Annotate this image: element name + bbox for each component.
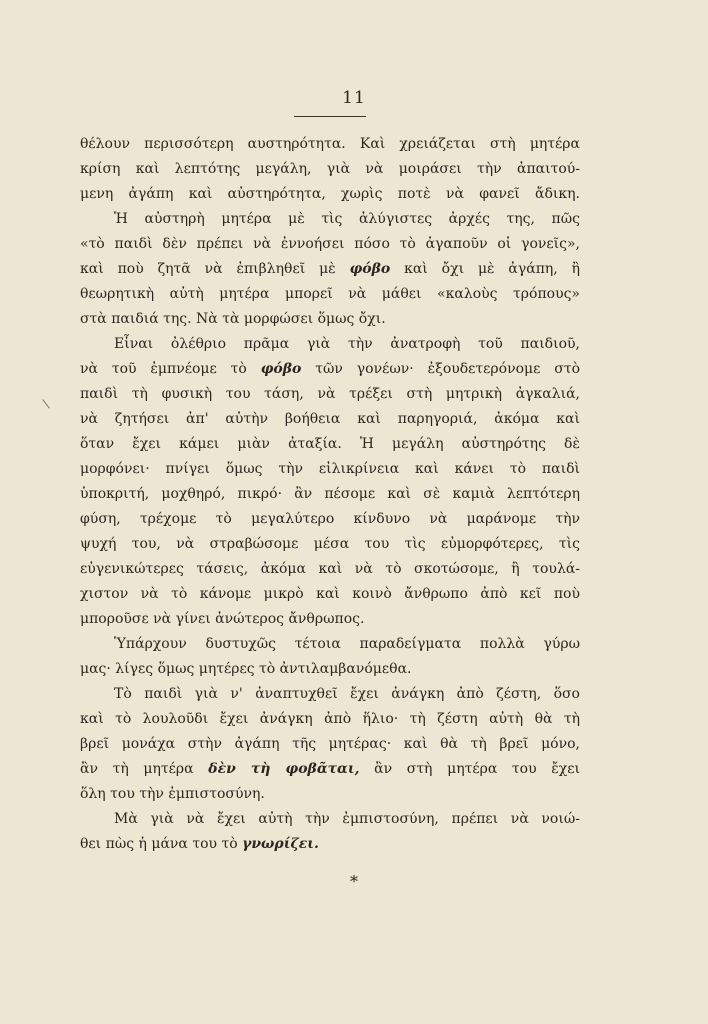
text-line: Εἶναι ὀλέθριο πρᾶμα γιὰ τὴν ἀνατροφὴ τοῦ παιδιοῦ,: [114, 336, 580, 352]
text-line: «τὸ παιδὶ δὲν πρέπει νὰ ἐννοήσει πόσο τὸ ἀγαποῦν οἱ γονεῖς»,: [80, 236, 580, 252]
page-number-rule: [294, 116, 366, 117]
text-line: εὐγενικώτερες τάσεις, ἀκόμα καὶ νὰ τὸ σκοτώσομε, ἢ τουλά-: [80, 561, 580, 577]
text-line: μας· λίγες ὅμως μητέρες τὸ ἀντιλαμβανόμεθα.: [80, 661, 412, 677]
text-run: καὶ ποὺ ζητᾶ νὰ ἐπιβληθεῖ μὲ: [80, 261, 350, 277]
text-line: [80, 757, 580, 782]
section-ornament: *: [350, 872, 358, 891]
emphasis-text: φόβο: [260, 361, 302, 377]
text-run: καὶ ὄχι μὲ ἀγάπη, ἢ: [390, 261, 580, 277]
emphasis-text: γνωρίζει.: [242, 836, 319, 852]
text-line: καὶ τὸ λουλοῦδι ἔχει ἀνάγκη ἀπὸ ἥλιο· τὴ ζέστη αὐτὴ θὰ τὴ: [80, 711, 580, 727]
emphasis-text: φόβο: [349, 261, 391, 277]
text-line: μποροῦσε νὰ γίνει ἀνώτερος ἄνθρωπος.: [80, 611, 365, 627]
text-line: χιστον νὰ τὸ κάνομε μικρὸ καὶ κοινὸ ἄνθρωπο ἀπὸ κεῖ ποὺ: [80, 586, 580, 602]
text-run: ἂν στὴ μητέρα του ἔχει: [359, 761, 580, 777]
text-run: τῶν γονέων· ἐξουδετερόνομε στὸ: [301, 361, 580, 377]
text-line: φύση, τρέχομε τὸ μεγαλύτερο κίνδυνο νὰ μαράνομε τὴν: [80, 511, 580, 527]
text-line: στὰ παιδιά της. Νὰ τὰ μορφώσει ὅμως ὄχι.: [80, 311, 386, 327]
text-run: νὰ τοῦ ἐμπνέομε τὸ: [80, 361, 261, 377]
emphasis-text: δὲν τὴ φοβᾶται,: [208, 761, 360, 777]
text-line: [80, 357, 580, 382]
page-number: 11: [342, 88, 366, 108]
text-line: μορφόνει· πνίγει ὅμως τὴν εἰλικρίνεια καὶ κάνει τὸ παιδὶ: [80, 461, 580, 477]
text-line: Ὑπάρχουν δυστυχῶς τέτοια παραδείγματα πολλὰ γύρω: [114, 636, 580, 652]
text-line: νὰ ζητήσει ἀπ' αὐτὴν βοήθεια καὶ παρηγοριά, ἀκόμα καὶ: [80, 411, 580, 427]
text-line: Τὸ παιδὶ γιὰ ν' ἀναπτυχθεῖ ἔχει ἀνάγκη ἀπὸ ζέστη, ὅσο: [114, 686, 580, 702]
body-text: [80, 132, 580, 857]
text-line: [80, 257, 580, 282]
text-line: Μὰ γιὰ νὰ ἔχει αὐτὴ τὴν ἐμπιστοσύνη, πρέπει νὰ νοιώ-: [114, 811, 580, 827]
text-line: μενη ἀγάπη καὶ αὐστηρότητα, χωρὶς ποτὲ νὰ φανεῖ ἄδικη.: [80, 186, 580, 202]
text-line: θεωρητικὴ αὐτὴ μητέρα μπορεῖ νὰ μάθει «καλοὺς τρόπους»: [80, 286, 580, 302]
text-line: ὑποκριτή, μοχθηρό, πικρό· ἂν πέσομε καὶ σὲ καμιὰ λεπτότερη: [80, 486, 580, 502]
text-line: θέλουν περισσότερη αυστηρότητα. Καὶ χρειάζεται στὴ μητέρα: [80, 136, 580, 152]
text-line: κρίση καὶ λεπτότης μεγάλη, γιὰ νὰ μοιράσει τὴν ἀπαιτού-: [80, 161, 580, 177]
text-line: ὅλη του τὴν ἐμπιστοσύνη.: [80, 786, 265, 802]
text-line: ὅταν ἔχει κάμει μιὰν ἀταξία. Ἡ μεγάλη αὐστηρότης δὲ: [80, 436, 580, 452]
text-line: παιδὶ τὴ φυσικὴ του τάση, νὰ τρέξει στὴ μητρικὴ ἀγκαλιά,: [80, 386, 580, 402]
text-run: ἂν τὴ μητέρα: [80, 761, 209, 777]
text-run: θει πὼς ἡ μάνα του τὸ: [80, 836, 243, 852]
margin-pencil-mark: \: [41, 396, 51, 413]
text-line: βρεῖ μονάχα στὴν ἀγάπη τῆς μητέρας· καὶ θὰ τὴ βρεῖ μόνο,: [80, 736, 580, 752]
text-line: Ἡ αὐστηρὴ μητέρα μὲ τὶς ἀλύγιστες ἀρχές της, πῶς: [114, 211, 580, 227]
text-line: ψυχή του, νὰ στραβώσομε μέσα του τὶς εὐμορφότερες, τὶς: [80, 536, 580, 552]
text-line: [80, 832, 580, 857]
